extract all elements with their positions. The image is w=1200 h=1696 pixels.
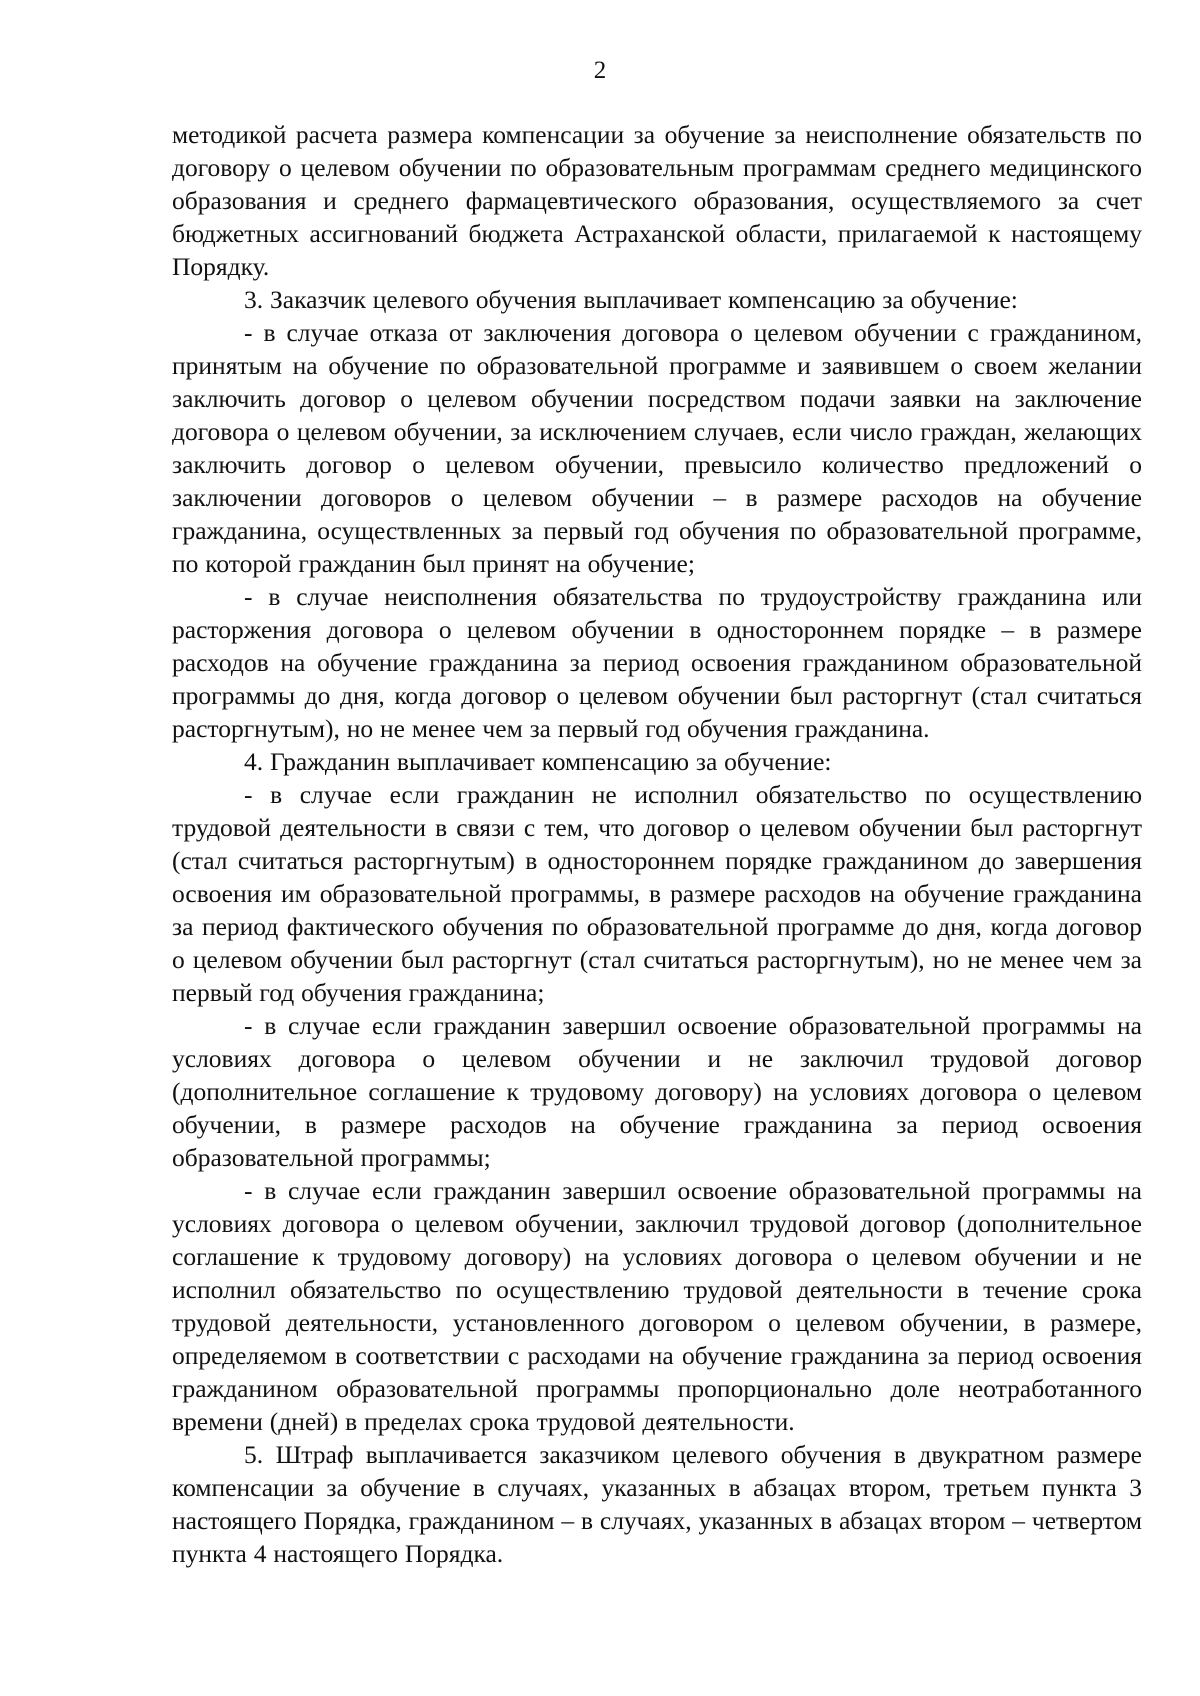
paragraph-clause-3-item-1: - в случае отказа от заключения договора о целевом обучении с гражданином, принятым на обучение по образовательной программе и заявившем о своем желании заключить договор о целевом обучении посредством подачи заявки на заключение договора о целевом обучении, за исключением случаев, если число граждан, желающих заключить договор о целевом обучении, превысило количество предложений о заключении договоров о целевом обучении – в размере расходов на обучение гражданина, осуществленных за первый год обучения по образовательной программе, по которой гражданин был принят на обучение; xyxy=(172,318,1142,578)
paragraph-clause-3-item-2: - в случае неисполнения обязательства по трудоустройству гражданина или расторжения договора о целевом обучении в одностороннем порядке – в размере расходов на обучение гражданина за период освоения гражданином образовательной программы до дня, когда договор о целевом обучении был расторгнут (стал считаться расторгнутым), но не менее чем за первый год обучения гражданина. xyxy=(172,582,1142,743)
paragraph-clause-5: 5. Штраф выплачивается заказчиком целевого обучения в двукратном размере компенсации за обучение в случаях, указанных в абзацах втором, третьем пункта 3 настоящего Порядка, гражданином – в случаях, указанных в абзацах втором – четвертом пункта 4 настоящего Порядка. xyxy=(172,1440,1142,1568)
paragraph-clause-4-item-2: - в случае если гражданин завершил освоение образовательной программы на условиях договора о целевом обучении и не заключил трудовой договор (дополнительное соглашение к трудовому договору) на условиях договора о целевом обучении, в размере расходов на обучение гражданина за период освоения образовательной программы; xyxy=(172,1011,1142,1172)
paragraph-continuation: методикой расчета размера компенсации за обучение за неисполнение обязательств по договору о целевом обучении по образовательным программам среднего медицинского образования и среднего фармацевтического образования, осуществляемого за счет бюджетных ассигнований бюджета Астраханской области, прилагаемой к настоящему Порядку. xyxy=(172,120,1142,281)
paragraph-clause-4: 4. Гражданин выплачивает компенсацию за обучение: xyxy=(244,747,832,776)
paragraph-clause-4-item-3: - в случае если гражданин завершил освоение образовательной программы на условиях договора о целевом обучении, заключил трудовой договор (дополнительное соглашение к трудовому договору) на условиях договора о целевом обучении и не исполнил обязательство по осуществлению трудовой деятельности в течение срока трудовой деятельности, установленного договором о целевом обучении, в размере, определяемом в соответствии с расходами на обучение гражданина за период освоения гражданином образовательной программы пропорционально доле неотработанного времени (дней) в пределах срока трудовой деятельности. xyxy=(172,1176,1142,1436)
page-number: 2 xyxy=(593,57,607,84)
document-body xyxy=(172,118,1142,1570)
paragraph-clause-4-item-1: - в случае если гражданин не исполнил обязательство по осуществлению трудовой деятельности в связи с тем, что договор о целевом обучении был расторгнут (стал считаться расторгнутым) в одностороннем порядке гражданином до завершения освоения им образовательной программы, в размере расходов на обучение гражданина за период фактического обучения по образовательной программе до дня, когда договор о целевом обучении был расторгнут (стал считаться расторгнутым), но не менее чем за первый год обучения гражданина; xyxy=(172,780,1142,1007)
paragraph-clause-3: 3. Заказчик целевого обучения выплачивает компенсацию за обучение: xyxy=(244,285,1018,314)
